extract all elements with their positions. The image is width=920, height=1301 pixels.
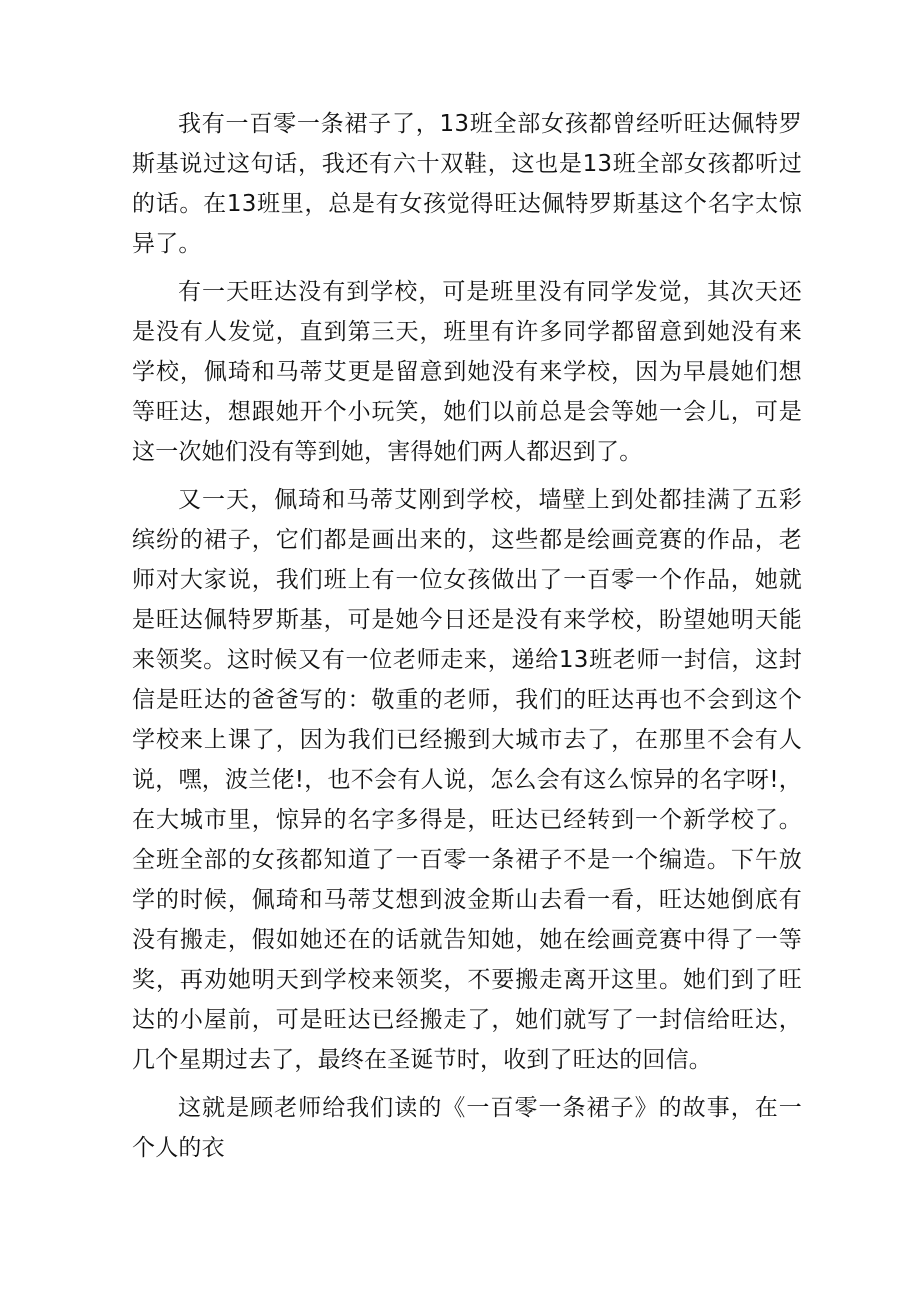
paragraph-4: 这就是顾老师给我们读的《一百零一条裙子》的故事，在一个人的衣 xyxy=(132,1095,802,1161)
paragraph-2: 有一天旺达没有到学校，可是班里没有同学发觉，其次天还是没有人发觉，直到第三天，班里有许多同学都留意到她没有来学校，佩琦和马蒂艾更是留意到她没有来学校，因为早晨她们想等旺达，想跟她开个小玩笑，她们以前总是会等她一会儿，可是这一次她们没有等到她，害得她们两人都迟到了。 xyxy=(132,279,802,465)
paragraph-3: 又一天，佩琦和马蒂艾刚到学校，墙壁上到处都挂满了五彩缤纷的裙子，它们都是画出来的，这些都是绘画竞赛的作品，老师对大家说，我们班上有一位女孩做出了一百零一个作品，她就是旺达佩特罗斯基，可是她今日还是没有来学校，盼望她明天能来领奖。这时候又有一位老师走来，递给13班老师一封信，这封信是旺达的爸爸写的：敬重的老师，我们的旺达再也不会到这个学校来上课了，因为我们已经搬到大城市去了，在那里不会有人说，嘿，波兰佬!，也不会有人说，怎么会有这么惊异的名字呀!，在大城市里，惊异的名字多得是，旺达已经转到一个新学校了。全班全部的女孩都知道了一百零一条裙子不是一个编造。下午放学的时候，佩琦和马蒂艾想到波金斯山去看一看，旺达她倒底有没有搬走，假如她还在的话就告知她，她在绘画竞赛中得了一等奖，再劝她明天到学校来领奖，不要搬走离开这里。她们到了旺达的小屋前，可是旺达已经搬走了，她们就写了一封信给旺达，几个星期过去了，最终在圣诞节时，收到了旺达的回信。 xyxy=(132,487,802,1073)
document-body xyxy=(132,104,802,1176)
paragraph-1: 我有一百零一条裙子了，13班全部女孩都曾经听旺达佩特罗斯基说过这句话，我还有六十双鞋，这也是13班全部女孩都听过的话。在13班里，总是有女孩觉得旺达佩特罗斯基这个名字太惊异了。 xyxy=(132,111,802,257)
